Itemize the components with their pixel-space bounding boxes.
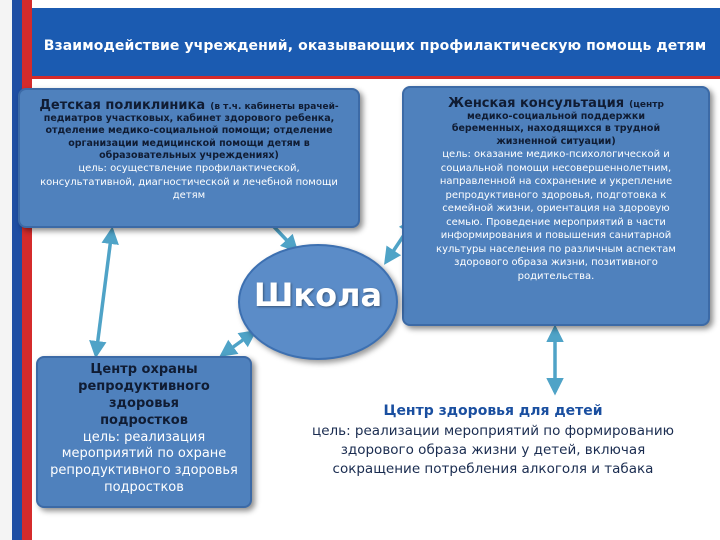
womens-clinic-goal-6: семью. Проведение мероприятий в части [446,216,666,228]
reproductive-center-goal-2: мероприятий по охране [61,446,227,462]
reproductive-center-goal-1: цель: реализация [82,429,206,445]
health-center-name: Центр здоровья для детей [383,403,603,419]
polyclinic-details-1: педиатров участковых, кабинет здорового ребенка, [43,113,335,124]
reproductive-center-name-2: репродуктивного здоровья [78,378,210,411]
womens-clinic-details-2: беременных, находящихся в трудной [451,123,661,135]
polyclinic-name-note: (в т.ч. кабинеты врачей- [210,102,339,112]
reproductive-center-name-3: подростков [100,412,188,428]
health-center-goal-3: сокращение потребления алкоголя и табака [332,460,654,477]
womens-clinic-goal-1: цель: оказание медико-психологической и [442,149,670,161]
polyclinic-details-3: организации медицинской помощи детям в [68,137,310,149]
polyclinic-goal-3: детям [172,190,206,202]
womens-clinic-goal-9: здорового образа жизни, позитивного [454,257,658,269]
womens-clinic-card [402,86,710,326]
polyclinic-goal-2: консультативной, диагностической и лечебной помощи [40,176,338,188]
reproductive-center-name-1: Центр охраны [90,362,198,377]
womens-clinic-name-note: (центр [629,100,664,110]
womens-clinic-goal-7: информирования и повышения санитарной [440,230,672,242]
womens-clinic-goal-5: семейной жизни, ориентация на здоровую [442,203,670,215]
health-center-goal-1: цель: реализации мероприятий по формированию [312,422,674,439]
womens-clinic-details-3: жизненной ситуации) [496,135,616,147]
page-title: Взаимодействие учреждений, оказывающих профилактическую помощь детям [43,38,707,54]
health-center-goal-2: здорового образа жизни у детей, включая [340,441,646,458]
reproductive-center-card [36,356,252,508]
womens-clinic-details-1: медико-социальной поддержки [467,111,645,122]
reproductive-center-goal-4: подростков [104,480,184,496]
womens-clinic-goal-4: репродуктивного здоровья, подготовка к [445,189,667,201]
school-label: Школа [253,276,383,314]
womens-clinic-goal-2: социальной помощи несовершеннолетним, [440,162,672,174]
health-center-block [286,402,700,479]
womens-clinic-goal-3: направленной на сохранение и укрепление [439,176,673,188]
polyclinic-details-2: отделение медико-социальной помощи; отделение [45,125,333,137]
womens-clinic-name: Женская консультация [448,96,625,111]
arrow-polyclinic-reproductive-center [96,230,112,355]
reproductive-center-goal-3: репродуктивного здоровья [50,463,238,479]
womens-clinic-goal-10: родительства. [517,270,595,282]
polyclinic-name: Детская поликлиника [39,98,206,113]
polyclinic-details-4: образовательных учреждениях) [99,150,279,162]
polyclinic-card [18,88,360,228]
womens-clinic-goal-8: культуры населения по различным аспектам [436,243,676,255]
school-node [238,244,398,360]
polyclinic-goal-1: цель: осуществление профилактической, [78,163,300,175]
arrow-school-reproductive-center [222,332,254,355]
